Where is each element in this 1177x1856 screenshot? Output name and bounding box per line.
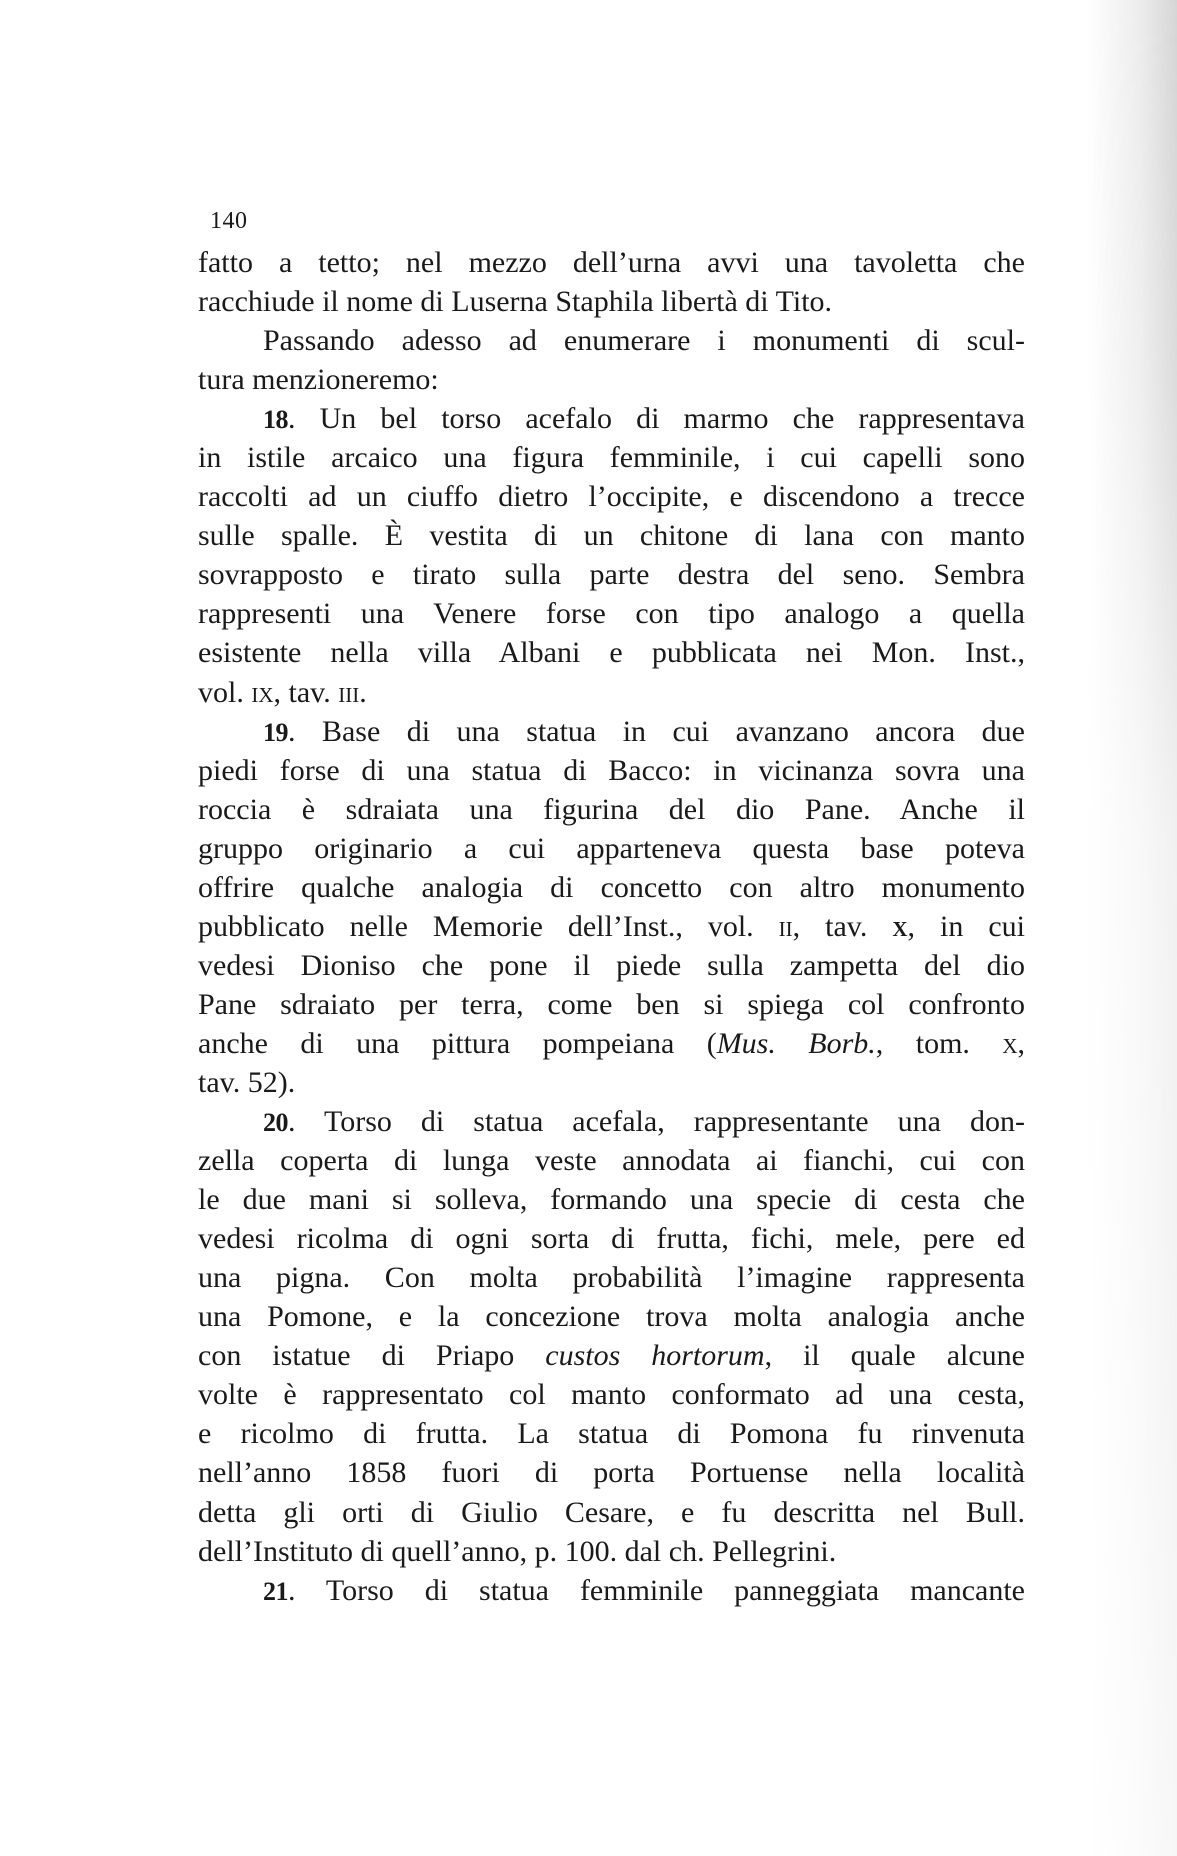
text-line: offrire qualche analogia di concetto con altro monumento xyxy=(198,870,1025,904)
text-line: rappresenti una Venere forse con tipo analogo a quella xyxy=(198,597,1025,631)
text-line: zella coperta di lunga veste annodata ai fianchi, cui con xyxy=(198,1144,1025,1178)
text-line: una pigna. Con molta probabilità l’imagine rappresenta xyxy=(198,1261,1025,1295)
italic-latin-phrase: custos hortorum xyxy=(545,1339,765,1373)
entry-19-first-line xyxy=(198,712,1025,751)
text-line: e ricolmo di frutta. La statua di Pomona fu rinvenuta xyxy=(198,1417,1025,1451)
text-line: . Torso di statua acefala, rappresentante una don- xyxy=(288,1105,1025,1139)
text-line: roccia è sdraiata una figurina del dio Pane. Anche il xyxy=(198,792,1025,826)
text-line: vedesi Dioniso che pone il piede sulla zampetta del dio xyxy=(198,948,1025,982)
text-run: pubblicato nelle Memorie dell’Inst., vol. xyxy=(198,909,779,943)
text-line: . Torso di statua femminile panneggiata mancante xyxy=(288,1573,1025,1607)
entry-number: 20 xyxy=(263,1108,288,1138)
roman-numeral: x xyxy=(1002,1026,1018,1060)
roman-numeral: iii xyxy=(338,675,360,709)
text-run: vol. xyxy=(198,675,252,709)
roman-numeral: ix xyxy=(251,675,274,709)
text-run: , in cui xyxy=(907,909,1025,943)
text-line: le due mani si solleva, formando una specie di cesta che xyxy=(198,1183,1025,1217)
text-line: tav. 52). xyxy=(198,1065,296,1099)
text-line: Pane sdraiato per terra, come ben si spiega col confronto xyxy=(198,987,1025,1021)
entry-number: 19 xyxy=(263,717,288,747)
text-run: . xyxy=(359,675,367,709)
page-number: 140 xyxy=(210,208,248,234)
page-body xyxy=(198,243,1025,1610)
text-line: piedi forse di una statua di Bacco: in vicinanza sovra una xyxy=(198,753,1025,787)
entry-number: 18 xyxy=(263,405,288,435)
roman-numeral: x xyxy=(892,909,908,943)
text-run: anche di una pittura pompeiana ( xyxy=(198,1026,717,1060)
roman-numeral: ii xyxy=(778,909,793,943)
text-line xyxy=(198,1024,1025,1063)
text-line: raccolti ad un ciuffo dietro l’occipite, e discendono a trecce xyxy=(198,480,1025,514)
text-line: sulle spalle. È vestita di un chitone di lana con manto xyxy=(198,519,1025,553)
text-line: volte è rappresentato col manto conformato ad una cesta, xyxy=(198,1378,1025,1412)
text-line xyxy=(198,907,1025,946)
text-line: . Un bel torso acefalo di marmo che rappresentava xyxy=(288,402,1025,436)
text-run: , tav. xyxy=(792,909,893,943)
text-run: , il quale alcune xyxy=(764,1339,1025,1373)
text-line: racchiude il nome di Luserna Staphila libertà di Tito. xyxy=(198,285,833,319)
text-line: in istile arcaico una figura femminile, i cui capelli sono xyxy=(198,441,1025,475)
text-line: vedesi ricolma di ogni sorta di frutta, fichi, mele, pere ed xyxy=(198,1222,1025,1256)
text-line: . Base di una statua in cui avanzano ancora due xyxy=(288,714,1025,748)
text-line: esistente nella villa Albani e pubblicata nei Mon. Inst., xyxy=(198,636,1025,670)
text-line: dell’Instituto di quell’anno, p. 100. dal ch. Pellegrini. xyxy=(198,1534,837,1568)
entry-18-first-line xyxy=(198,399,1025,438)
text-line: gruppo originario a cui apparteneva questa base poteva xyxy=(198,831,1025,865)
text-line: Passando adesso ad enumerare i monumenti di scul- xyxy=(263,324,1025,358)
text-run: , xyxy=(1017,1026,1026,1060)
text-run: , tav. xyxy=(273,675,339,709)
text-line: nell’anno 1858 fuori di porta Portuense nella località xyxy=(198,1456,1025,1490)
entry-number: 21 xyxy=(263,1576,288,1606)
text-line: tura menzioneremo: xyxy=(198,363,439,397)
text-line: una Pomone, e la concezione trova molta analogia anche xyxy=(198,1300,1025,1334)
text-line: detta gli orti di Giulio Cesare, e fu descritta nel Bull. xyxy=(198,1495,1025,1529)
text-line: fatto a tetto; nel mezzo dell’urna avvi una tavoletta che xyxy=(198,246,1025,279)
entry-20-first-line xyxy=(198,1102,1025,1141)
italic-citation: Mus. Borb. xyxy=(716,1026,876,1060)
text-line xyxy=(198,673,1025,712)
text-run: con istatue di Priapo xyxy=(198,1339,546,1373)
text-line xyxy=(198,1336,1025,1375)
text-run: , tom. xyxy=(875,1026,1003,1060)
text-line: sovrapposto e tirato sulla parte destra del seno. Sembra xyxy=(198,558,1025,592)
entry-21-first-line xyxy=(198,1571,1025,1610)
page-edge-shadow xyxy=(1087,0,1177,1856)
